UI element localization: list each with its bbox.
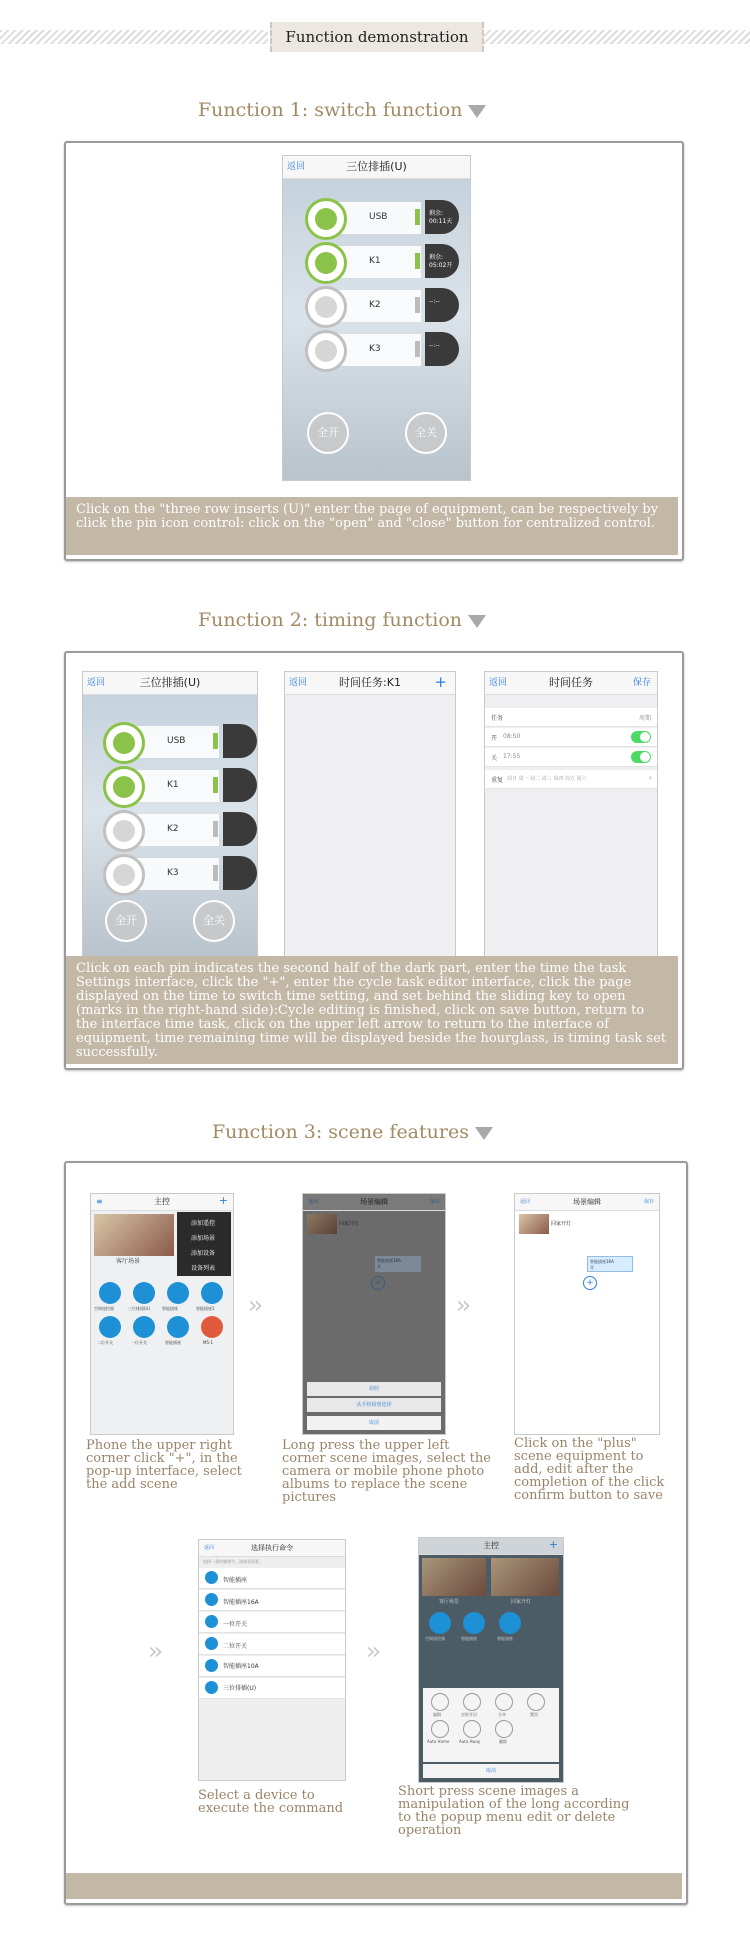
device-icon[interactable] <box>167 1316 189 1338</box>
nav-bar <box>91 1194 233 1211</box>
scene-label: 回家开灯 <box>511 1599 532 1605</box>
menu-item-device-list[interactable]: 设备列表 <box>191 1265 216 1272</box>
device-label: 智能插座 <box>162 1306 178 1311</box>
all-on-button[interactable]: 全开 <box>307 412 349 454</box>
popup-label: 删除 <box>499 1739 507 1744</box>
off-label: 关 <box>491 755 498 762</box>
nav-title: 主控 <box>154 1197 170 1206</box>
popup-label: 置顶 <box>530 1712 538 1717</box>
phone-select-command <box>198 1539 346 1781</box>
popup-label: 定时开启 <box>461 1712 477 1717</box>
timer-area[interactable]: 剩余: 05:02开 <box>425 244 459 278</box>
header-hatch-left <box>0 30 268 44</box>
off-toggle[interactable] <box>631 751 651 763</box>
pin-label: K3 <box>369 344 381 354</box>
back-button[interactable]: 返回 <box>289 678 308 688</box>
scene-label: 客厅场景 <box>439 1599 460 1605</box>
device-icon[interactable] <box>167 1282 189 1304</box>
device-label: 智能插座1 <box>196 1306 215 1311</box>
section2-title-text: Function 2: timing function <box>198 609 463 631</box>
pin-label: USB <box>369 212 388 222</box>
back-button[interactable]: 返回 <box>520 1199 531 1205</box>
scene-device[interactable]: 智能插座16A 开 <box>375 1256 421 1272</box>
sheet-option-photo[interactable]: 拍照 <box>307 1382 441 1396</box>
menu-item-add-device[interactable]: 添加设备 <box>191 1250 216 1257</box>
step5-text: Short press scene images a manipulation of the long according to the popup menu edit or delete operation <box>398 1784 630 1838</box>
on-toggle[interactable] <box>631 731 651 743</box>
section3-frame <box>64 1161 688 1905</box>
step2-text: Long press the upper left corner scene images, select the camera or mobile phone photo albums to replace the scene pictures <box>282 1438 491 1505</box>
menu-icon[interactable]: ≡ <box>96 1197 103 1206</box>
timer-area[interactable]: 剩余: 00:11天 <box>425 200 459 234</box>
phone-task-editor <box>484 671 658 958</box>
device-icon[interactable] <box>99 1282 121 1304</box>
scene-image[interactable] <box>519 1214 549 1234</box>
scene-label: 客厅场景 <box>116 1258 141 1265</box>
nav-title: 选择执行命令 <box>251 1544 293 1552</box>
device-icon[interactable] <box>463 1612 485 1634</box>
back-button[interactable]: 返回 <box>489 678 508 688</box>
pin-icon[interactable] <box>103 810 145 852</box>
timer-area[interactable]: --:-- <box>425 288 459 322</box>
home-icon[interactable] <box>431 1720 449 1738</box>
popup-sheet <box>423 1688 559 1762</box>
down-triangle-icon <box>468 105 486 118</box>
cycle-label: 周期 <box>638 715 651 722</box>
device-label: 智能插座 <box>497 1636 513 1641</box>
down-triangle-icon <box>468 615 486 628</box>
nav-title: 三位排插(U) <box>139 676 201 689</box>
scene-image[interactable] <box>307 1214 337 1234</box>
pin-top-icon[interactable] <box>527 1693 545 1711</box>
task-label: 任务 <box>491 715 504 722</box>
scene-name: 回家开灯 <box>339 1221 360 1227</box>
pin-label: USB <box>167 736 186 746</box>
phone-main-popup <box>418 1537 564 1783</box>
menu-item-add-scene[interactable]: 添加场景 <box>191 1235 216 1242</box>
off-time[interactable]: 17:55 <box>503 753 521 760</box>
sheet-option-album[interactable]: 从手机相册选择 <box>307 1398 441 1412</box>
device-label: 二位开关 <box>97 1340 113 1345</box>
section1-frame <box>64 141 684 561</box>
arrow-icon: ›› <box>248 1291 260 1319</box>
plus-icon[interactable]: + <box>548 1538 558 1551</box>
nav-bar <box>419 1538 563 1555</box>
pin-icon[interactable] <box>305 198 347 240</box>
hint-text: 选择一条控制命令，添加至场景。 <box>203 1559 263 1564</box>
section3-footer-band <box>66 1873 682 1899</box>
command-label: 一位开关 <box>223 1621 248 1628</box>
device-icon[interactable] <box>133 1282 155 1304</box>
header-title: Function demonstration <box>270 22 484 52</box>
phone-scene-edit <box>514 1193 660 1435</box>
back-button[interactable]: 返回 <box>308 1199 319 1205</box>
all-on-button[interactable]: 全开 <box>105 900 147 942</box>
back-button[interactable]: 返回 <box>287 162 306 172</box>
device-label: M5-1 <box>203 1340 213 1345</box>
popup-label: Auto Away <box>459 1739 481 1744</box>
section1-title-text: Function 1: switch function <box>198 99 463 121</box>
phone-switch <box>282 155 471 481</box>
pin-icon[interactable] <box>305 330 347 372</box>
section1-caption: Click on the "three row inserts (U)" enter the page of equipment, can be respectively by click the pin icon control: click on the "open" and "close" button for centralized control. <box>66 497 678 555</box>
pin-icon[interactable] <box>305 286 347 328</box>
command-item[interactable] <box>199 1656 345 1677</box>
command-label: 智能插座16A <box>223 1599 259 1606</box>
pin-label: K1 <box>167 780 179 790</box>
phone-scene-edit-sheet <box>302 1193 446 1435</box>
on-time-row[interactable] <box>485 728 657 747</box>
command-label: 智能插座10A <box>223 1663 259 1670</box>
popup-label: Auto Home <box>427 1739 450 1744</box>
pin-label: K1 <box>369 256 381 266</box>
all-off-button[interactable]: 全关 <box>405 412 447 454</box>
phone-timing-device <box>82 671 258 958</box>
nav-title: 时间任务:K1 <box>339 676 401 689</box>
nav-bar <box>285 672 455 695</box>
section1-title <box>198 99 486 121</box>
save-button[interactable]: 保存 <box>632 678 651 688</box>
command-label: 二位开关 <box>223 1643 248 1650</box>
device-label: 智能插座 <box>165 1340 181 1345</box>
timer-icon[interactable] <box>463 1693 481 1711</box>
plus-icon[interactable]: + <box>218 1194 228 1207</box>
phone-main-control <box>90 1193 234 1435</box>
down-triangle-icon <box>475 1127 493 1140</box>
device-icon[interactable] <box>133 1316 155 1338</box>
popup-label: 分享 <box>498 1712 506 1717</box>
timer-area[interactable] <box>223 856 257 890</box>
pin-label: K2 <box>369 300 381 310</box>
device-icon[interactable] <box>201 1316 223 1338</box>
pin-icon[interactable] <box>103 766 145 808</box>
chevron-right-icon: › <box>648 773 652 782</box>
nav-title: 时间任务 <box>549 676 593 689</box>
scene-image[interactable] <box>422 1558 486 1596</box>
device-label: 空调遥控器 <box>425 1636 445 1641</box>
nav-bar <box>83 672 257 695</box>
save-button[interactable]: 保存 <box>429 1199 440 1205</box>
pin-icon[interactable] <box>103 722 145 764</box>
nav-title: 场景编辑 <box>573 1198 601 1206</box>
all-off-button[interactable]: 全关 <box>193 900 235 942</box>
nav-title: 主控 <box>483 1541 499 1550</box>
phone-time-task-list <box>284 671 456 958</box>
command-item[interactable] <box>199 1634 345 1655</box>
add-device-icon[interactable]: + <box>371 1276 385 1290</box>
command-item[interactable] <box>199 1678 345 1699</box>
arrow-icon: ›› <box>148 1637 160 1665</box>
nav-bar <box>303 1194 445 1211</box>
step3-text: Click on the "plus" scene equipment to add, edit after the completion of the click confirm button to save <box>514 1436 665 1503</box>
device-label: 空调遥控器 <box>94 1306 114 1311</box>
menu-item-add-remote[interactable]: 添加遥控 <box>191 1220 216 1227</box>
arrow-icon: ›› <box>456 1291 468 1319</box>
nav-title: 三位排插(U) <box>346 160 407 173</box>
on-time[interactable]: 08:50 <box>503 733 521 740</box>
device-icon[interactable] <box>201 1282 223 1304</box>
step1-text: Phone the upper right corner click "+", in the pop-up interface, select the add scene <box>86 1438 242 1492</box>
sheet-cancel-button[interactable]: 取消 <box>307 1416 441 1430</box>
device-icon[interactable] <box>429 1612 451 1634</box>
section3-title <box>212 1121 493 1143</box>
section2-title <box>198 609 486 631</box>
popup-label: 编辑 <box>433 1712 441 1717</box>
timer-area[interactable] <box>223 768 257 802</box>
command-label: 智能插座 <box>223 1577 248 1584</box>
nav-title: 场景编辑 <box>360 1198 388 1206</box>
device-label: 智能插座 <box>461 1636 477 1641</box>
arrow-icon: ›› <box>366 1637 378 1665</box>
save-button[interactable]: 保存 <box>643 1199 654 1205</box>
timer-area[interactable] <box>223 724 257 758</box>
pin-label: K2 <box>167 824 179 834</box>
command-item[interactable] <box>199 1612 345 1633</box>
nav-bar <box>485 672 657 695</box>
popup-menu <box>177 1212 231 1276</box>
back-button[interactable]: 返回 <box>204 1545 215 1551</box>
timer-area[interactable]: --:-- <box>425 332 459 366</box>
away-icon[interactable] <box>463 1720 481 1738</box>
scene-image[interactable] <box>491 1558 559 1596</box>
timer-area[interactable] <box>223 812 257 846</box>
repeat-row[interactable] <box>485 770 657 789</box>
trash-icon[interactable] <box>495 1720 513 1738</box>
add-task-button[interactable]: + <box>434 673 447 691</box>
off-time-row[interactable] <box>485 748 657 767</box>
popup-cancel-button[interactable]: 取消 <box>423 1764 559 1778</box>
device-label: 三位排插(U) <box>128 1306 151 1311</box>
header-hatch-right <box>482 30 750 44</box>
repeat-days: 周日 周一 周二 周三 周四 周五 周六 <box>507 776 587 782</box>
nav-bar <box>283 156 470 179</box>
section2-caption: Click on each pin indicates the second half of the dark part, enter the time the task Settings interface, click the "+", enter the cycle task editor interface, click the page displayed on the time to switch time setting, and set behind the sliding key to open (marks in the right-hand side):Cycle editing is finished, click on save button, return to the interface time task, click on the upper left arrow to return to the interface of equipment, time remaining time will be displayed beside the hourglass, is timing task set successfully. <box>66 956 678 1064</box>
pin-label: K3 <box>167 868 179 878</box>
back-button[interactable]: 返回 <box>87 678 106 688</box>
device-label: 一位开关 <box>131 1340 147 1345</box>
command-item[interactable] <box>199 1568 345 1589</box>
section2-frame <box>64 651 684 1070</box>
edit-icon[interactable] <box>431 1693 449 1711</box>
scene-device[interactable]: 智能插座16A 开 <box>587 1256 633 1272</box>
command-label: 三位排插(U) <box>223 1685 257 1692</box>
share-icon[interactable] <box>495 1693 513 1711</box>
repeat-label: 重复 <box>491 777 504 784</box>
pin-icon[interactable] <box>305 242 347 284</box>
scene-image[interactable] <box>94 1214 174 1256</box>
add-device-icon[interactable]: + <box>583 1276 597 1290</box>
nav-bar <box>515 1194 659 1211</box>
step4-text: Select a device to execute the command <box>198 1788 344 1816</box>
section3-title-text: Function 3: scene features <box>212 1121 469 1143</box>
on-label: 开 <box>491 735 498 742</box>
scene-name: 回家开灯 <box>551 1221 572 1227</box>
nav-bar <box>199 1540 345 1557</box>
pin-icon[interactable] <box>103 854 145 896</box>
device-icon[interactable] <box>499 1612 521 1634</box>
task-header-row <box>485 708 657 727</box>
device-icon[interactable] <box>99 1316 121 1338</box>
command-item[interactable] <box>199 1590 345 1611</box>
